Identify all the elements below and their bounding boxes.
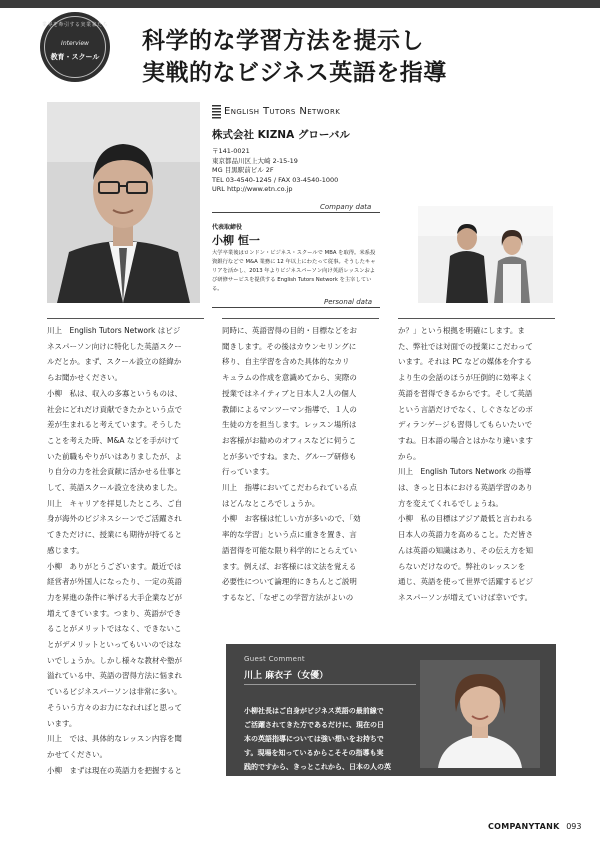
column-3-top-rule: [398, 318, 555, 319]
article-headline: [142, 25, 582, 89]
article-line: は、きっと日本における英語学習のあり: [398, 483, 533, 493]
article-line: り自分の力を社会貢献に活かせる仕事と: [47, 467, 182, 477]
article-line: ルだとか。まず、スクール設立の経緯か: [47, 357, 182, 367]
article-line: 増えてきています。つまり、英語ができ: [47, 608, 182, 618]
article-line: して、英語スクール設立を決めました。: [47, 483, 182, 493]
article-line: 経営者が外国人になったり、一定の英語: [47, 577, 182, 587]
article-line: ネスパーソン向けに特化した英語スクー: [47, 341, 182, 351]
article-line: 日本人の英語力を高めること。ただ皆さ: [398, 530, 533, 540]
column-2-top-rule: [222, 318, 379, 319]
representative-bio: 大学卒業後はロンドン・ビジネス・スクールで MBA を取得。米系投資銀行などで M&A 業務に 12 年以上にわたって従事。そうしたキャリアを活かし、2013 年よりビジネスパーソン向け英語レッスンおよび研修サービスを提供する English Tutors Network を主宰している。: [212, 250, 376, 292]
logo-text: English Tutors Network: [224, 106, 341, 117]
company-data-label: Company data: [320, 203, 372, 211]
article-column-2: [222, 323, 379, 606]
guest-photo: [420, 660, 540, 768]
badge-category: 教育・スクール: [50, 53, 100, 61]
article-line: 語習得を可能な限り科学的にとらえてい: [222, 545, 357, 555]
article-line: いた前職もやりがいはありましたが、よ: [47, 451, 182, 461]
article-line: 行っています。: [222, 467, 274, 477]
personal-data-rule: [212, 307, 380, 308]
interview-pair-photo: [418, 206, 553, 303]
column-1-top-rule: [47, 318, 204, 319]
article-line: 同時に、英語習得の目的・目標などをお: [222, 326, 357, 335]
guest-comment-text: [244, 704, 420, 788]
representative-name: 小柳 恒一: [212, 234, 260, 247]
article-line: ることがメリットではなく、できないこ: [47, 624, 182, 634]
article-line: 小柳 ありがとうございます。最近では: [47, 561, 182, 571]
article-line: か？」という根拠を明確にします。ま: [398, 326, 525, 335]
page-footer: [488, 822, 582, 831]
article-line: 通じ、英語を使って世界で活躍するビジ: [398, 577, 533, 587]
headline-line-1: 科学的な学習方法を提示し: [142, 27, 424, 54]
company-address-line-1: 東京都品川区上大崎 2-15-19: [212, 156, 298, 165]
article-line: 川上 指導においてこだわられている点: [222, 483, 357, 493]
article-line: らお聞かせください。: [47, 373, 122, 383]
badge-interview-label: Interview: [61, 40, 89, 47]
representative-title: 代表取締役: [212, 224, 243, 231]
article-line: 力を昇進の条件に挙げる大手企業などが: [47, 592, 182, 602]
article-line: はどんなところでしょうか。: [222, 498, 320, 508]
article-line: 川上 キャリアを拝見したところ、ご自: [47, 498, 182, 508]
representative-photo: [47, 102, 200, 303]
article-line: 聞きします。その後はカウンセリングに: [222, 341, 357, 351]
guest-line: 本の英語指導については強い想いをお持ちで: [244, 735, 384, 743]
article-line: 川上 では、具体的なレッスン内容を聞: [47, 734, 182, 744]
article-line: 感じます。: [47, 545, 84, 555]
article-line: 小柳 私は、収入の多寡というものは、: [47, 388, 182, 398]
article-line: 必要性について論理的にきちんとご説明: [222, 577, 357, 587]
article-line: ているビジネスパーソンは非常に多い。: [47, 687, 182, 697]
top-bar: [0, 0, 600, 8]
company-name: 株式会社 KIZNA グローバル: [212, 129, 350, 141]
article-line: 教師によるマンツーマン指導で、１人の: [222, 404, 357, 414]
article-line: すね。日本語の場合とはかなり違います: [398, 435, 533, 445]
company-tel-fax: TEL 03-4540-1245 / FAX 03-4540-1000: [212, 175, 339, 184]
guest-name-rule: [244, 684, 416, 685]
article-line: お客様がお勧めのオフィスなどに伺うこ: [222, 435, 357, 445]
article-line: 小柳 お客様は忙しい方が多いので、「効: [222, 514, 361, 524]
article-line: 差が生まれると考えています。そうした: [47, 420, 182, 430]
article-line: ます。例えば、お客様には文法を覚える: [222, 561, 357, 571]
article-line: んは英語の知識はあり、その伝え方を知: [398, 545, 533, 555]
article-line: 英語を習得できるからです。そして英語: [398, 388, 533, 398]
article-line: という言語だけでなく、しぐさなどのボ: [398, 404, 533, 414]
interview-badge: [40, 12, 110, 82]
article-column-1: [47, 323, 204, 778]
company-logo: [212, 105, 382, 119]
article-line: かせてください。: [47, 749, 107, 759]
company-postal: 〒141-0021: [212, 147, 250, 155]
guest-line: す。現場を知っているからこそその指導も実: [244, 749, 384, 757]
article-line: います。それは PC などの媒体を介する: [398, 357, 532, 367]
article-column-3: [398, 323, 555, 606]
guest-line: 語力向上に貢献されていかれることでしょう。: [244, 777, 391, 785]
guest-comment-label: Guest Comment: [244, 655, 305, 663]
article-line: ネスパーソンが増えていけば幸いです。: [398, 592, 533, 602]
company-url: URL http://www.etn.co.jp: [212, 185, 293, 193]
article-line: するなど、「なぜこの学習方法がよいの: [222, 592, 354, 602]
headline-line-2: 実戦的なビジネス英語を指導: [142, 59, 447, 86]
article-line: とがデメリットといってもいいのではな: [47, 640, 182, 650]
article-line: いでしょうか。しかし様々な教材や塾が: [47, 655, 182, 665]
guest-line: 小柳社長はご自身がビジネス英語の最前線で: [244, 707, 384, 715]
article-line: とが多いですね。また、グループ研修も: [222, 451, 357, 461]
article-line: 川上 English Tutors Network の指導: [398, 467, 532, 477]
article-line: キュラムの作成を意識めてから、実際の: [222, 373, 357, 383]
article-line: 方を変えてくれるでしょうね。: [398, 498, 503, 508]
article-line: 授業ではネイティブと日本人２人の個人: [222, 388, 357, 398]
article-line: た、弊社では対面での授業にこだわって: [398, 341, 533, 351]
guest-name: 川上 麻衣子（女優）: [244, 671, 329, 681]
guest-line: ご活躍されてきた方であるだけに、現在の日: [244, 721, 384, 729]
guest-line: 践的ですから、きっとこれから、日本の人の英: [244, 763, 391, 771]
article-line: ことを考えた時、M&A などを手がけて: [47, 435, 180, 445]
article-line: います。: [47, 718, 77, 728]
article-line: 川上 English Tutors Network はビジ: [47, 326, 181, 335]
magazine-name: COMPANYTANK: [488, 822, 560, 831]
company-address-block: [212, 147, 338, 195]
article-line: より生の会話のほうが圧倒的に効率よく: [398, 373, 533, 383]
article-line: 移り、自主学習を含めた具体的なカリ: [222, 357, 350, 367]
company-address-line-2: MG 目黒駅前ビル 2F: [212, 166, 274, 174]
badge-arc-text: 業界を牽引する実業家たち: [41, 22, 108, 28]
company-data-rule: [212, 212, 380, 213]
article-line: 身が海外のビジネスシーンでご活躍され: [47, 514, 182, 524]
personal-data-label: Personal data: [324, 298, 372, 306]
article-line: ディランゲージも習得してもらいたいで: [398, 420, 533, 430]
page-number: 093: [566, 822, 582, 831]
article-line: 生徒の方を担当します。レッスン場所は: [222, 420, 357, 430]
article-line: 小柳 まずは現在の英語力を把握すると: [47, 765, 182, 775]
article-line: てきただけに、授業にも期待が持てると: [47, 530, 182, 540]
article-line: 率的な学習」という点に重きを置き、言: [222, 530, 357, 540]
article-line: 小柳 私の目標はアジア最低と言われる: [398, 514, 533, 524]
article-line: らないだけなので。弊社のレッスンを: [398, 561, 526, 571]
article-line: 溢れている中、英語の習得方法に悩まれ: [47, 671, 182, 681]
logo-mark-icon: [212, 105, 221, 119]
article-line: から。: [398, 451, 421, 461]
article-line: 社会にどれだけ貢献できたかという点で: [47, 404, 182, 414]
article-line: そういう方々のお力になれればと思って: [47, 702, 182, 712]
